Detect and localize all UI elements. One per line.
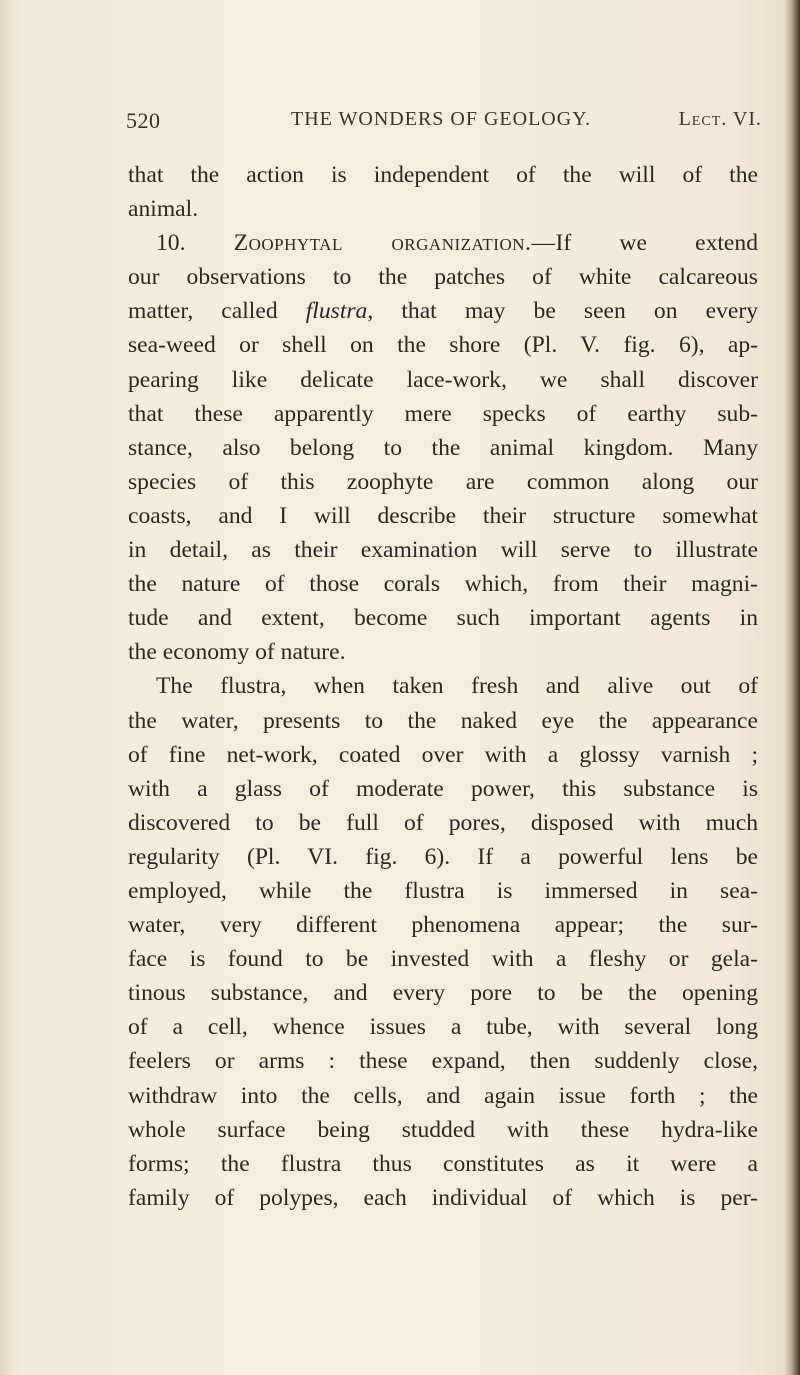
section-text-start: If we extend [555,230,758,257]
italic-term: flustra [305,298,368,325]
lecture-label: Lect. VI. [678,108,762,130]
text-line: stance, also belong to the animal kingdom. Many [128,434,758,461]
text-line: with a glass of moderate power, this substance is [128,775,758,802]
text-line: whole surface being studded with these hydra-like [128,1116,758,1143]
page-number: 520 [126,108,161,133]
page-crease-shadow [0,0,18,1375]
body-text [128,158,758,1215]
text-line: face is found to be invested with a fleshy or gela- [128,946,758,973]
text-line: that the action is independent of the will of the [128,162,758,188]
text-line: tude and extent, become such important agents in [128,605,758,632]
text-line: water, very different phenomena appear; the sur- [128,912,758,939]
text-line: forms; the flustra thus constitutes as it were a [128,1150,758,1177]
text-line: discovered to be full of pores, disposed with much [128,809,758,836]
text-fragment: , that may be seen on every [367,298,758,325]
text-line: in detail, as their examination will serve to illustrate [128,537,758,564]
text-line: pearing like delicate lace-work, we shall discover [128,366,758,393]
text-line: animal. [128,196,199,223]
text-line: family of polypes, each individual of which is per- [128,1184,758,1211]
text-line: feelers or arms : these expand, then suddenly close, [128,1048,758,1075]
running-head [126,108,762,138]
book-title: THE WONDERS OF GEOLOGY. [291,108,592,130]
text-line: of a cell, whence issues a tube, with several long [128,1014,758,1041]
text-line: employed, while the flustra is immersed in sea- [128,877,758,904]
section-heading-line [128,226,758,260]
text-line: tinous substance, and every pore to be the opening [128,980,758,1007]
text-line: the nature of those corals which, from their magni- [128,571,758,598]
text-line: that these apparently mere specks of earthy sub- [128,400,758,427]
page-edge-shadow [784,0,800,1375]
text-line: our observations to the patches of white calcareous [128,264,758,291]
text-line: the economy of nature. [128,639,346,666]
text-fragment: matter, called [128,298,306,325]
text-line: coasts, and I will describe their structure somewhat [128,502,758,529]
text-line: regularity (Pl. VI. fig. 6). If a powerful lens be [128,843,758,870]
text-line: withdraw into the cells, and again issue forth ; the [128,1082,758,1109]
text-line: of fine net-work, coated over with a glossy varnish ; [128,741,758,768]
section-title: Zoophytal organization.— [233,230,556,257]
text-line: The flustra, when taken fresh and alive out of [156,673,758,700]
text-line: the water, presents to the naked eye the appearance [128,707,758,734]
text-line: species of this zoophyte are common along our [128,468,758,495]
text-line-with-italic [128,294,758,328]
section-number: 10. [156,230,186,257]
text-line: sea-weed or shell on the shore (Pl. V. fig. 6), ap- [128,332,758,359]
